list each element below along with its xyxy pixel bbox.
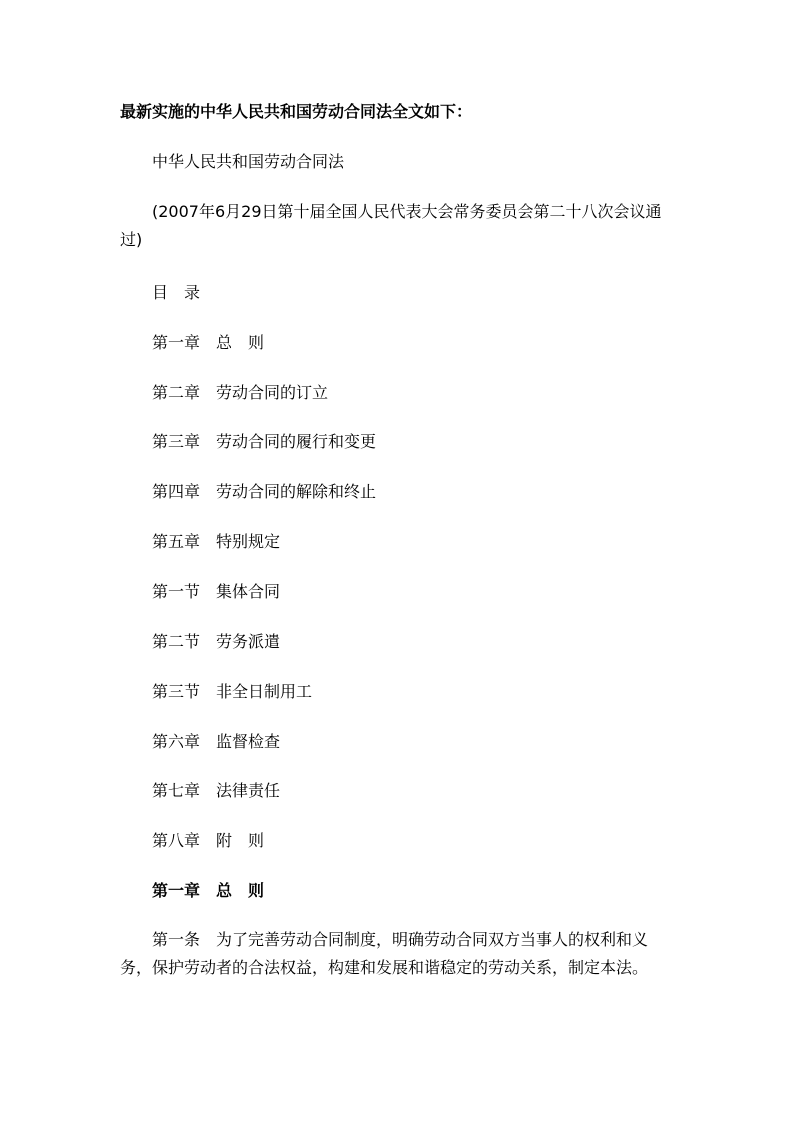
toc-item-number: 第七章: [152, 781, 201, 800]
chapter-number: 第一章: [152, 881, 201, 900]
toc-item-number: 第二节: [152, 632, 201, 651]
toc-item: [152, 333, 712, 353]
article-number: 第一条: [152, 930, 201, 949]
toc-heading: 目 录: [152, 283, 201, 302]
toc-item-title: 附 则: [216, 831, 265, 850]
toc-item-title: 劳动合同的履行和变更: [216, 432, 377, 451]
toc-item-number: 第八章: [152, 831, 201, 850]
toc-item-title: 特别规定: [216, 532, 281, 551]
toc-item-title: 总 则: [216, 333, 265, 352]
toc-item: [152, 532, 712, 552]
toc-item: [152, 383, 712, 403]
article-paragraph: [120, 926, 676, 982]
intro-line: 最新实施的中华人民共和国劳动合同法全文如下：: [120, 102, 473, 121]
toc-item: [152, 781, 712, 801]
toc-item-number: 第五章: [152, 532, 201, 551]
toc-item-title: 法律责任: [216, 781, 281, 800]
law-title: 中华人民共和国劳动合同法: [152, 152, 345, 171]
chapter-title: 总 则: [216, 881, 265, 900]
toc-item-number: 第二章: [152, 383, 201, 402]
toc-item: [152, 582, 712, 602]
article-text: 为了完善劳动合同制度，明确劳动合同双方当事人的权利和义务，保护劳动者的合法权益，构建和发展和谐稳定的劳动关系，制定本法。: [120, 930, 649, 977]
toc-item-title: 劳动合同的解除和终止: [216, 482, 377, 501]
toc-item-title: 非全日制用工: [216, 682, 313, 701]
adoption-note: (2007年6月29日第十届全国人民代表大会常务委员会第二十八次会议通过): [120, 202, 662, 249]
toc-item-title: 监督检查: [216, 732, 281, 751]
toc-item-number: 第一章: [152, 333, 201, 352]
toc-item: [152, 682, 712, 702]
toc-item-number: 第四章: [152, 482, 201, 501]
toc-item-title: 集体合同: [216, 582, 281, 601]
toc-item: [152, 482, 712, 502]
toc-item-title: 劳动合同的订立: [216, 383, 329, 402]
toc-item: [152, 432, 712, 452]
toc-item-number: 第六章: [152, 732, 201, 751]
toc-item: [152, 831, 712, 851]
toc-item-number: 第三节: [152, 682, 201, 701]
toc-item-title: 劳务派遣: [216, 632, 281, 651]
toc-item-number: 第一节: [152, 582, 201, 601]
toc-item: [152, 632, 712, 652]
chapter-heading: [152, 881, 712, 901]
toc-item-number: 第三章: [152, 432, 201, 451]
toc-item: [152, 732, 712, 752]
